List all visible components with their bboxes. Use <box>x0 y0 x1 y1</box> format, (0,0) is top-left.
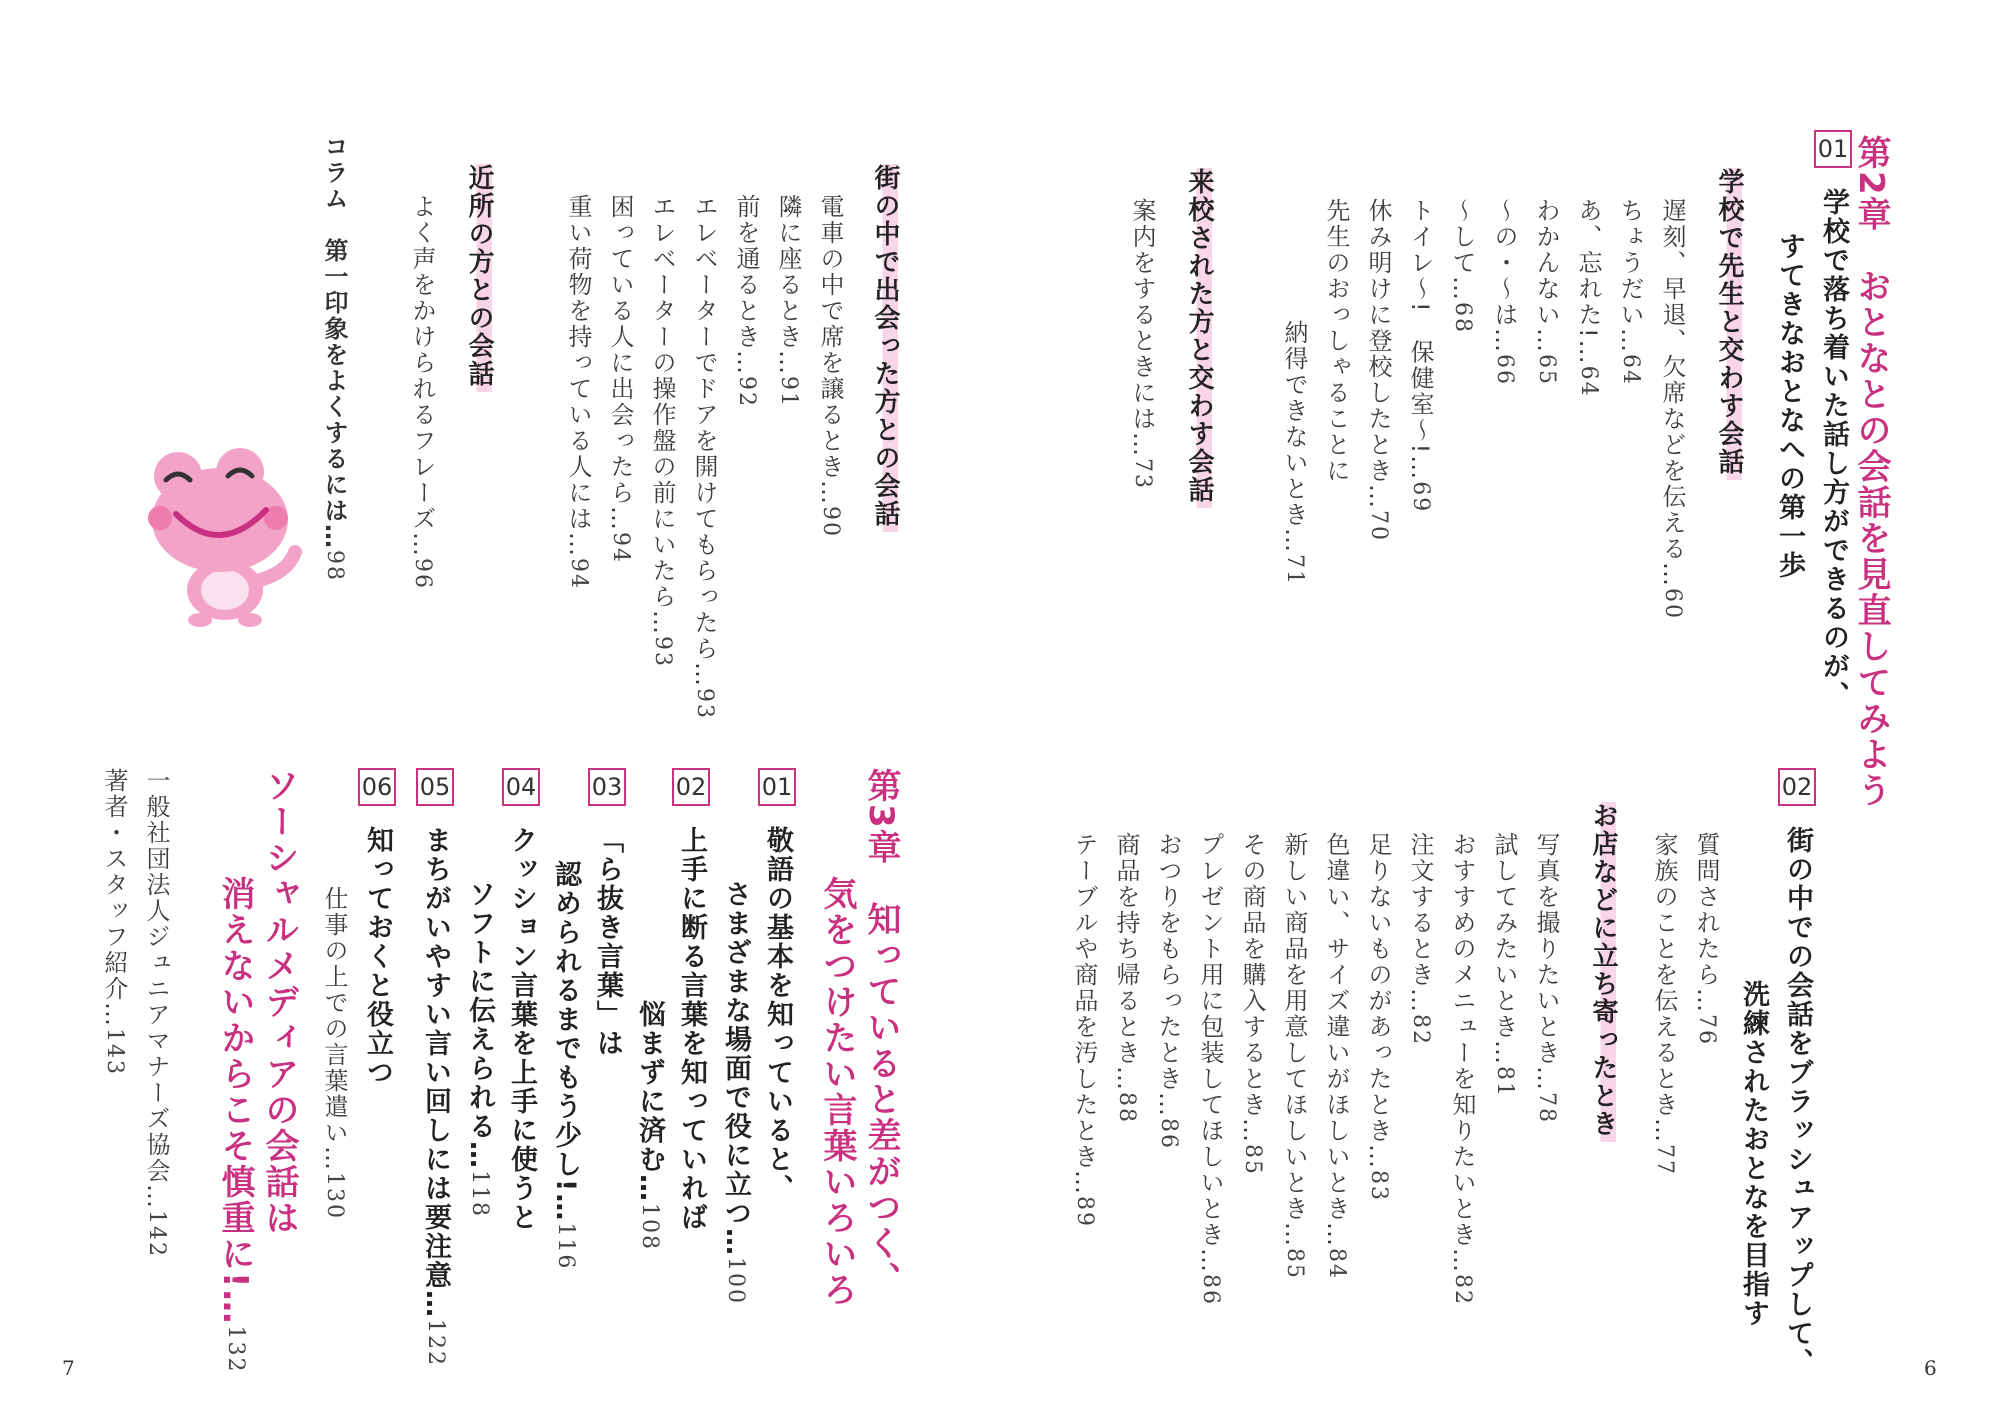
section-title-line2: 悩まずに済む…108 <box>634 1000 665 1251</box>
toc-entry[interactable]: 休み明けに登校したとき…70 <box>1364 198 1392 542</box>
social-media-heading-line2[interactable]: 消えないからこそ慎重に!…132 <box>215 876 255 1374</box>
section-title-line1: まちがいやすい言い回しには要注意…122 <box>420 826 451 1367</box>
toc-entry[interactable]: トイレ〜! 保健室〜!…69 <box>1406 198 1434 514</box>
section-number-02: 02 <box>1778 768 1816 806</box>
toc-entry[interactable]: 〜の・〜は…66 <box>1490 198 1518 386</box>
toc-entry[interactable]: テーブルや商品を汚したとき…89 <box>1070 832 1098 1228</box>
section-title-line2: さまざまな場面で役に立つ…100 <box>720 880 751 1305</box>
section-title-01-line2: すてきなおとなへの第一歩 <box>1774 232 1805 580</box>
toc-entry-column[interactable]: コラム 第一印象をよくするには…98 <box>320 134 348 582</box>
frog-foot-right <box>238 613 262 627</box>
toc-entry[interactable]: 新しい商品を用意してほしいとき…85 <box>1280 832 1308 1280</box>
subheading-school-teacher: 学校で先生と交わす会話 <box>1716 168 1742 480</box>
toc-entry[interactable]: 前を通るとき…92 <box>732 194 760 408</box>
section-title-01-line1: 学校で落ち着いた話し方ができるのが、 <box>1818 188 1849 710</box>
section-title-02-line2: 洗練されたおとなを目指す <box>1738 980 1769 1328</box>
section-title-line2: ソフトに伝えられる…118 <box>464 880 495 1218</box>
toc-entry-staff[interactable]: 著者・スタッフ紹介…143 <box>100 768 128 1076</box>
toc-entry[interactable]: おつりをもらったとき…86 <box>1154 832 1182 1150</box>
toc-entry[interactable]: エレベーターの操作盤の前にいたら…93 <box>648 194 676 668</box>
section-number-01: 01 <box>1814 130 1852 168</box>
toc-entry[interactable]: 〜して…68 <box>1448 198 1476 334</box>
toc-entry[interactable]: 遅刻、早退、欠席などを伝える…60 <box>1658 198 1686 620</box>
subheading-neighbor: 近所の方との会話 <box>466 164 492 392</box>
toc-entry[interactable]: あ、忘れた!…64 <box>1574 198 1602 398</box>
toc-entry[interactable]: 注文するとき…82 <box>1406 832 1434 1046</box>
social-media-heading-line1[interactable]: ソーシャルメディアの会話は <box>259 768 299 1236</box>
toc-entry[interactable]: プレゼント用に包装してほしいとき…86 <box>1196 832 1224 1306</box>
subheading-shops: お店などに立ち寄ったとき <box>1590 802 1616 1142</box>
frog-mascot-illustration <box>130 440 320 630</box>
section-number: 06 <box>358 768 396 806</box>
frog-cheek-left <box>148 506 172 530</box>
subheading-street: 街の中で出会った方との会話 <box>872 164 898 532</box>
subheading-visitors: 来校された方と交わす会話 <box>1186 168 1212 508</box>
toc-entry[interactable]: 写真を撮りたいとき…78 <box>1532 832 1560 1124</box>
frog-belly <box>201 570 249 610</box>
section-number: 03 <box>588 768 626 806</box>
section-title-line1: クッション言葉を上手に使うと <box>506 826 537 1232</box>
toc-entry[interactable]: 困っている人に出会ったら…94 <box>606 194 634 564</box>
toc-entry[interactable]: 試してみたいとき…81 <box>1490 832 1518 1098</box>
section-title-line2: 仕事の上での言葉遣い…130 <box>320 886 348 1220</box>
page-number-right: 6 <box>1924 1356 1937 1380</box>
section-number: 04 <box>502 768 540 806</box>
section-title-line1: 上手に断る言葉を知っていれば <box>676 826 707 1232</box>
toc-entry[interactable]: おすすめのメニューを知りたいとき…82 <box>1448 832 1476 1306</box>
toc-entry[interactable]: 電車の中で席を譲るとき…90 <box>816 194 844 538</box>
toc-entry[interactable]: ちょうだい…64 <box>1616 198 1644 386</box>
section-number: 01 <box>758 768 796 806</box>
toc-entry[interactable]: 重い荷物を持っている人には…94 <box>564 194 592 590</box>
toc-entry-line2[interactable]: 納得できないとき…71 <box>1280 320 1308 586</box>
section-title-line1: 敬語の基本を知っていると、 <box>762 826 793 1203</box>
toc-entry[interactable]: わかんない…65 <box>1532 198 1560 386</box>
toc-entry[interactable]: 足りないものがあったとき…83 <box>1364 832 1392 1202</box>
section-number: 02 <box>672 768 710 806</box>
toc-entry-line1[interactable]: 先生のおっしゃることに <box>1322 198 1350 484</box>
section-title-line1: 知っておくと役立つ <box>362 826 393 1087</box>
toc-entry[interactable]: 商品を持ち帰るとき…88 <box>1112 832 1140 1124</box>
chapter3-title-line1: 第3章 知っていると差がつく、 <box>861 768 901 1298</box>
section-title-line1: 「ら抜き言葉」は <box>592 826 623 1058</box>
section-title-line2: 認められるまでもう少し!…116 <box>550 860 581 1271</box>
toc-entry[interactable]: 案内をするときには…73 <box>1128 198 1156 490</box>
toc-entry[interactable]: 家族のことを伝えるとき…77 <box>1650 832 1678 1176</box>
chapter2-title: 第2章 おとなとの会話を見直してみよう <box>1851 135 1891 809</box>
toc-entry[interactable]: 質問されたら…76 <box>1692 832 1720 1046</box>
chapter3-title-line2: 気をつけたい言葉いろいろ <box>817 876 857 1308</box>
toc-entry[interactable]: 隣に座るとき…91 <box>774 194 802 408</box>
toc-entry[interactable]: よく声をかけられるフレーズ…96 <box>408 194 436 590</box>
toc-entry-association[interactable]: 一般社団法人ジュニアマナーズ協会…142 <box>142 768 170 1258</box>
frog-foot-left <box>188 613 212 627</box>
toc-entry[interactable]: その商品を購入するとき…85 <box>1238 832 1266 1176</box>
section-number: 05 <box>416 768 454 806</box>
section-title-02-line1: 街の中での会話をブラッシュアップして、 <box>1782 826 1813 1377</box>
page-number-left: 7 <box>62 1356 75 1380</box>
toc-entry[interactable]: 色違い、サイズ違いがほしいとき…84 <box>1322 832 1350 1280</box>
toc-entry[interactable]: エレベーターでドアを開けてもらったら…93 <box>690 194 718 720</box>
